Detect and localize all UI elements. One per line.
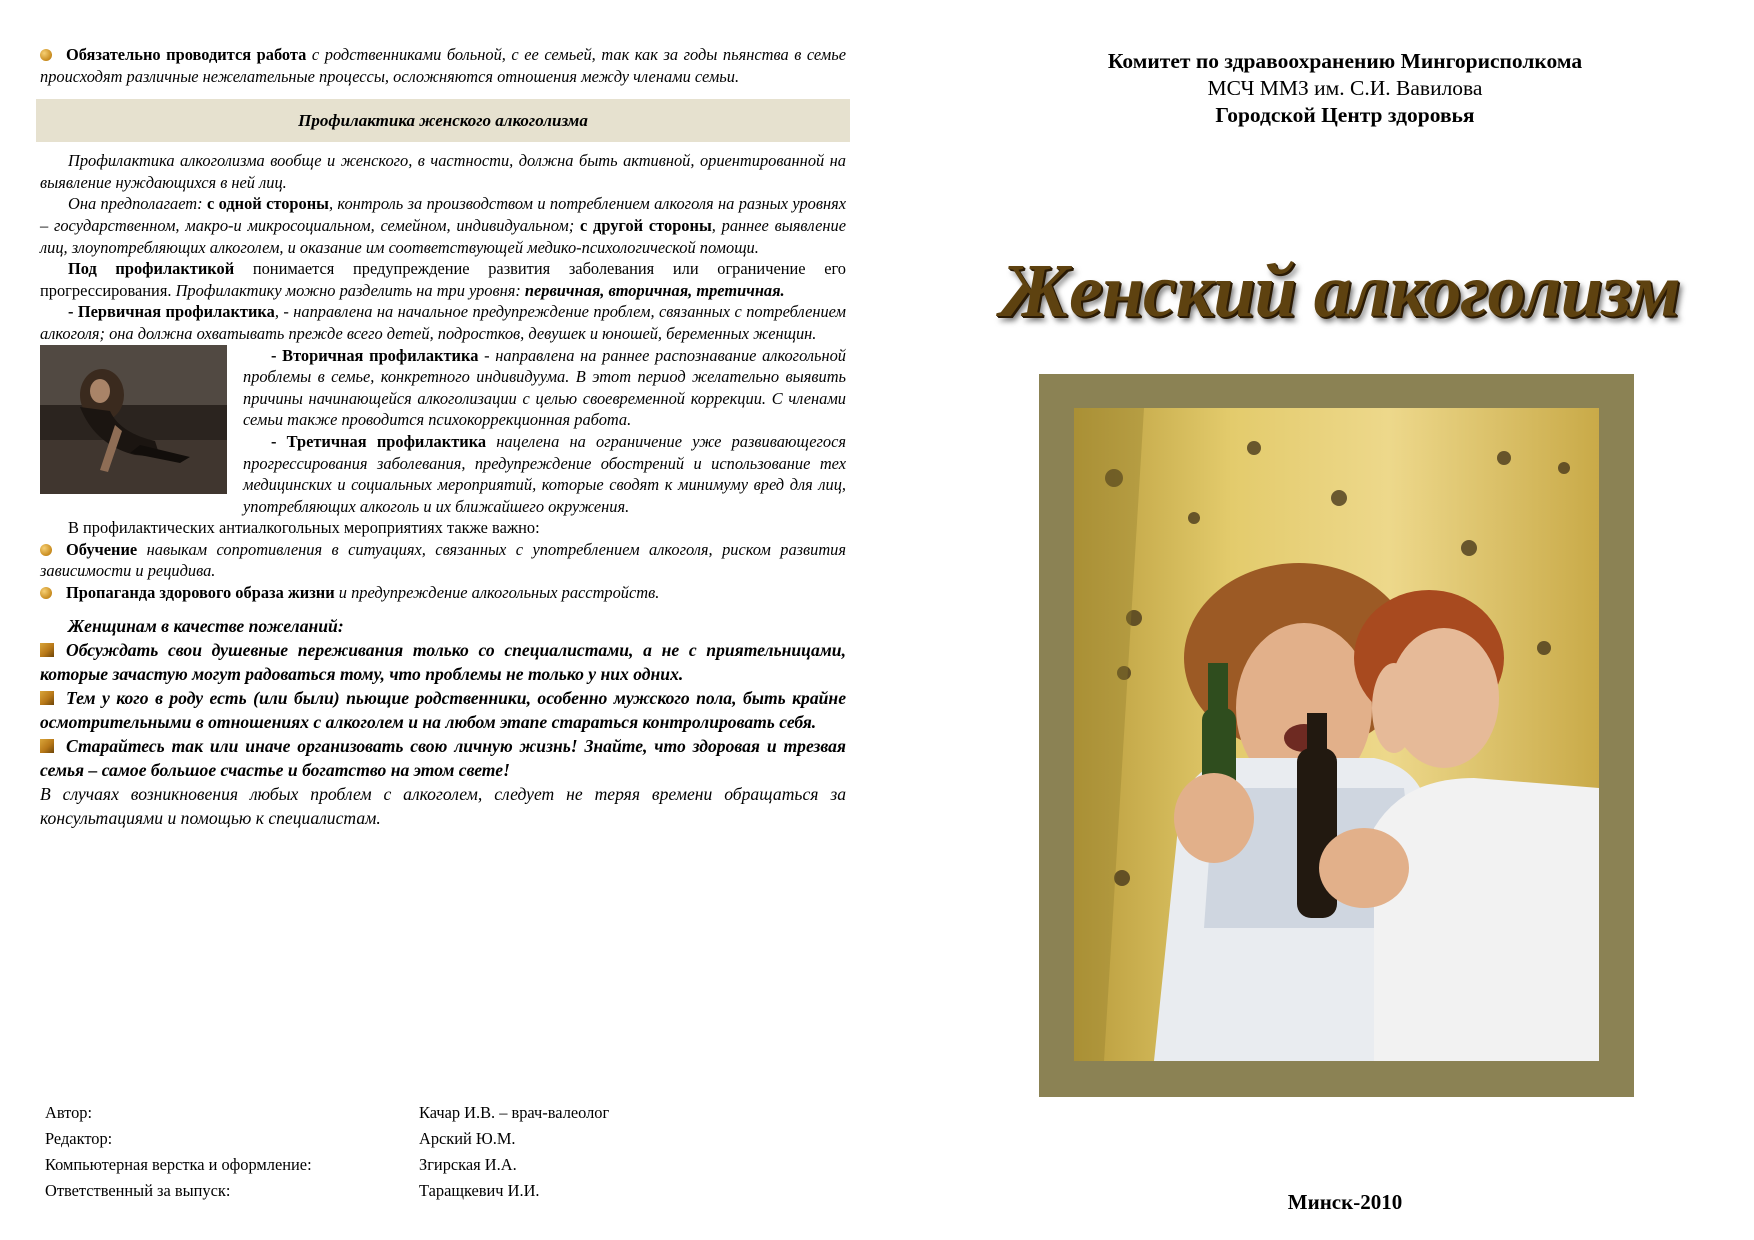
square-bullet-icon bbox=[40, 739, 54, 753]
intro-paragraph: Обязательно проводится работа с родственниками больной, с ее семьей, так как за годы пьянства в семье происходят различные нежелательные процессы, осложняются отношения между членами семьи. bbox=[40, 45, 846, 86]
square-bullet-icon bbox=[40, 691, 54, 705]
credits bbox=[45, 1100, 609, 1204]
left-page bbox=[40, 44, 846, 830]
bullet-icon bbox=[40, 544, 52, 556]
credit-row: Компьютерная верстка и оформление: Згирская И.А. bbox=[45, 1155, 517, 1174]
section-title: Профилактика женского алкоголизма bbox=[36, 99, 850, 142]
bullet-icon bbox=[40, 49, 52, 61]
cover-photo-frame bbox=[1039, 374, 1634, 1097]
credit-row: Редактор: Арский Ю.М. bbox=[45, 1129, 516, 1148]
cover-title: Женский алкоголизм bbox=[1000, 249, 1680, 333]
org-line-3: Городской Центр здоровья bbox=[1215, 103, 1475, 127]
closing-paragraph: В случаях возникновения любых проблем с алкоголем, следует не теряя времени обращаться за консультациями и помощью к специалистам. bbox=[40, 783, 846, 828]
paragraph-primary: - Первичная профилактика, - направлена на начальное предупреждение проблем, связанных с потреблением алкоголя; она должна охватывать прежде всего детей, подростков, девушек и юношей, беременных женщин. bbox=[40, 302, 846, 343]
org-line-2: МСЧ ММЗ им. С.И. Вавилова bbox=[1207, 76, 1483, 100]
bullet-propaganda: Пропаганда здорового образа жизни и предупреждение алкогольных расстройств. bbox=[40, 582, 846, 604]
bullet-icon bbox=[40, 587, 52, 599]
woman-sitting-photo bbox=[40, 345, 227, 494]
paragraph-3: Под профилактикой понимается предупреждение развития заболевания или ограничение его прогрессирования. Профилактику можно разделить на три уровня: первичная, вторичная, третичная. bbox=[40, 259, 846, 300]
cover-photo bbox=[1074, 408, 1599, 1061]
paragraph-tertiary: - Третичная профилактика нацелена на ограничение уже развивающегося прогрессирования заболевания, предупреждение обострений и использование тех медицинских и социальных мероприятий, которые сводят к минимуму вред для лиц, употребляющих алкоголь и их ближайшего окружения. bbox=[243, 431, 846, 516]
paragraph-important: В профилактических антиалкогольных мероприятиях также важно: bbox=[68, 518, 540, 538]
paragraph-1: Профилактика алкоголизма вообще и женского, в частности, должна быть активной, ориентированной на выявление нуждающихся в ней лиц. bbox=[40, 151, 846, 192]
bullet-training: Обучение навыкам сопротивления в ситуациях, связанных с употреблением алкоголя, риском развития зависимости и рецидива. bbox=[40, 539, 846, 581]
wish-item: Тем у кого в роду есть (или были) пьющие родственники, особенно мужского пола, быть крайне осмотрительными в отношениях с алкоголем и на любом этапе стараться контролировать себя. bbox=[40, 687, 846, 732]
org-line-1: Комитет по здравоохранению Мингорисполкома bbox=[1107, 49, 1583, 73]
credit-row: Автор: Качар И.В. – врач-валеолог bbox=[45, 1103, 610, 1122]
wish-item: Обсуждать свои душевные переживания только со специалистами, а не с приятельницами, которые зачастую могут радоваться тому, что проблемы не только у них одних. bbox=[40, 639, 846, 684]
credit-row: Ответственный за выпуск: Таращкевич И.И. bbox=[45, 1181, 540, 1200]
publication-place-year: Минск-2010 bbox=[1287, 1190, 1403, 1214]
square-bullet-icon bbox=[40, 643, 54, 657]
paragraph-2: Она предполагает: с одной стороны, контроль за производством и потреблением алкоголя на разных уровнях – государственном, макро-и микросоциальном, семейном, индивидуальном; с другой стороны, раннее выявление лиц, злоупотребляющих алкоголем, и оказание им соответствующей медико-психологической помощи. bbox=[40, 194, 846, 257]
woman-sitting-illustration bbox=[40, 345, 227, 494]
two-women-illustration bbox=[1074, 408, 1599, 1061]
wish-item: Старайтесь так или иначе организовать свою личную жизнь! Знайте, что здоровая и трезвая семья – самое большое счастье и богатство на этом свете! bbox=[40, 735, 846, 780]
organization-header bbox=[1000, 48, 1690, 129]
paragraph-secondary: - Вторичная профилактика - направлена на раннее распознавание алкогольной проблемы в семье, конкретного индивидуума. В этот период желательно выявить причины начинающейся алкоголизации с целью своевременной коррекции. С членами семьи также проводится психокоррекционная работа. bbox=[243, 345, 846, 430]
wishes-title: Женщинам в качестве пожеланий: bbox=[68, 615, 344, 636]
